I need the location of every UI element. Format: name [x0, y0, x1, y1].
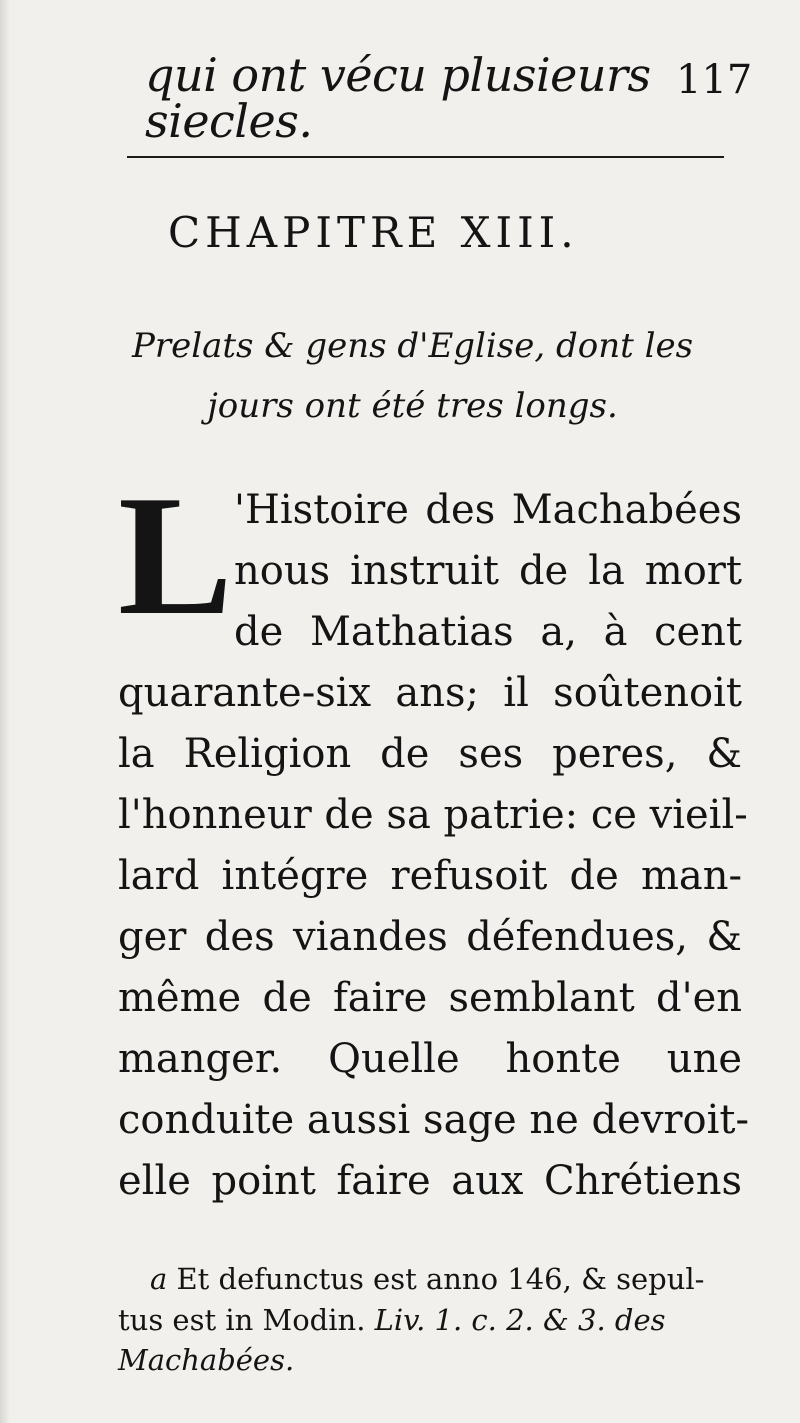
footnote-line-3: Machabées. — [118, 1343, 295, 1377]
footnote-line-2 — [118, 1303, 740, 1337]
body-line: de Mathatias a, à cent — [234, 609, 742, 655]
body-line: l'honneur de sa patrie: ce vieil- — [118, 792, 748, 838]
body-line: conduite aussi sage ne devroit- — [118, 1097, 750, 1143]
body-line: 'Histoire des Machabées — [234, 487, 742, 533]
header-rule — [127, 156, 724, 158]
chapter-title: CHAPITRE XIII. — [168, 208, 579, 257]
body-line: quarante-six ans; il soûtenoit — [118, 670, 742, 716]
body-line: la Religion de ses peres, & — [118, 731, 742, 777]
body-line: manger. Quelle honte une — [118, 1036, 742, 1082]
page-edge-shadow — [0, 0, 10, 1423]
footnote-marker: a — [150, 1262, 168, 1296]
body-line: lard intégre refusoit de man- — [118, 853, 742, 899]
body-line: elle point faire aux Chrétiens — [118, 1158, 742, 1204]
chapter-subtitle-line-2: jours ont été tres longs. — [207, 386, 618, 426]
footnote-text: Et defunctus est anno 146, & sepul- — [176, 1262, 705, 1296]
page-number: 117 — [676, 57, 753, 103]
running-head-title: qui ont vécu plusieurs siecles. — [145, 48, 651, 148]
body-line: nous instruit de la mort — [234, 548, 742, 594]
drop-cap: L — [118, 461, 233, 651]
chapter-subtitle-line-1: Prelats & gens d'Eglise, dont les — [131, 326, 694, 366]
body-line: ger des viandes défendues, & — [118, 914, 742, 960]
running-head — [145, 48, 745, 148]
footnote-line-1 — [150, 1262, 740, 1296]
footnote-text: tus est in Modin. — [118, 1303, 366, 1337]
body-line: même de faire semblant d'en — [118, 975, 742, 1021]
footnote-reference: Liv. 1. c. 2. & 3. des — [374, 1303, 666, 1337]
